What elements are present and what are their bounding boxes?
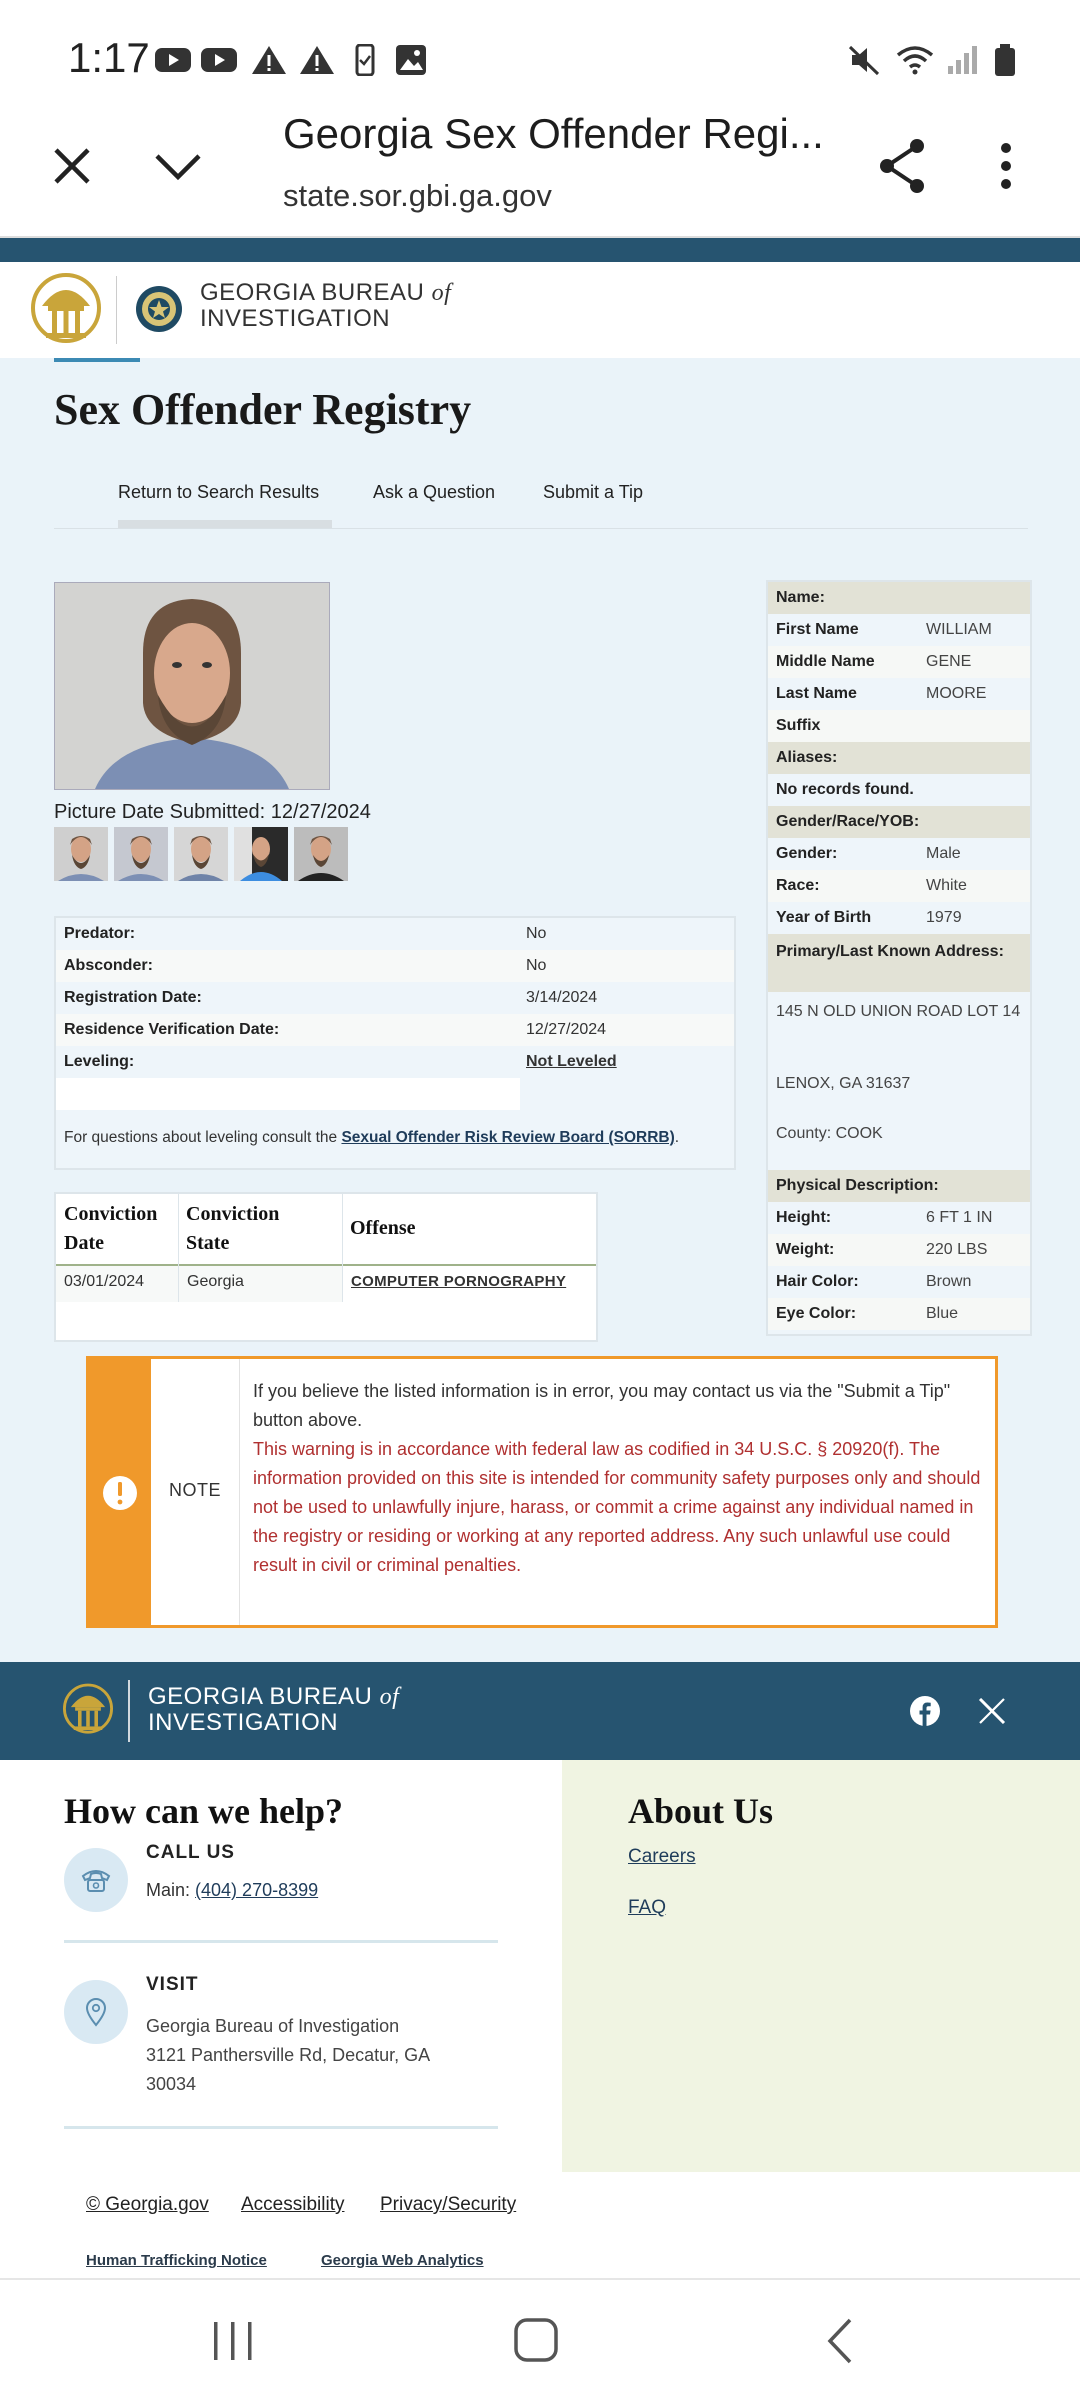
warning-notification-icon — [298, 44, 336, 76]
note-error-text: If you believe the listed information is in error, you may contact us via the "Submit a Tip" button above. — [253, 1381, 951, 1430]
warning-notification-icon — [250, 44, 288, 76]
footer-agency-name[interactable] — [148, 1684, 399, 1736]
title-accent — [54, 358, 140, 362]
first-name-label: First Name — [776, 621, 859, 638]
yob-value: 1979 — [926, 909, 962, 926]
aliases-row — [768, 774, 1030, 806]
more-options-button[interactable] — [970, 130, 1042, 202]
conviction-table — [54, 1192, 598, 1342]
conviction-date-header: Conviction Date — [64, 1194, 176, 1270]
gender-value: Male — [926, 845, 961, 862]
about-title: About Us — [628, 1791, 774, 1831]
race-label: Race: — [776, 877, 820, 894]
hair-color-value: Brown — [926, 1273, 972, 1290]
x-twitter-icon[interactable] — [978, 1698, 1006, 1724]
return-to-search-link[interactable]: Return to Search Results — [118, 482, 320, 502]
yob-row — [768, 902, 1030, 934]
footer-agency-line-1: GEORGIA BUREAU — [148, 1683, 373, 1710]
mute-icon — [846, 44, 884, 76]
registration-date-row — [56, 982, 734, 1014]
last-name-value: MOORE — [926, 685, 987, 702]
privacy-security-link[interactable]: Privacy/Security — [380, 2194, 517, 2215]
county: County: COOK — [776, 1125, 883, 1142]
visit-address-line-3: 30034 — [146, 2074, 197, 2094]
home-button[interactable] — [512, 2316, 560, 2364]
gender-race-yob-header: Gender/Race/YOB: — [768, 806, 1030, 838]
gbi-badge-icon — [134, 284, 184, 334]
status-details — [54, 916, 736, 1170]
active-nav-indicator — [118, 520, 332, 528]
human-trafficking-link[interactable]: Human Trafficking Notice — [86, 2252, 267, 2269]
last-name-row — [768, 678, 1030, 710]
minimize-tab-button[interactable] — [142, 130, 214, 202]
georgia-gov-link[interactable]: © Georgia.gov — [86, 2194, 209, 2215]
careers-link[interactable]: Careers — [628, 1846, 696, 1867]
help-divider — [64, 2126, 498, 2129]
wifi-icon — [896, 44, 934, 76]
signal-icon — [944, 44, 982, 76]
note-label-cell — [151, 1359, 240, 1625]
share-button[interactable] — [866, 130, 938, 202]
first-name-value: WILLIAM — [926, 621, 992, 638]
page-title: Sex Offender Registry — [54, 385, 472, 434]
weight-label: Weight: — [776, 1241, 835, 1258]
note-label: NOTE — [168, 1480, 221, 1500]
predator-row — [56, 918, 734, 950]
absconder-value: No — [526, 957, 547, 974]
weight-value: 220 LBS — [926, 1241, 988, 1258]
submit-tip-link[interactable]: Submit a Tip — [543, 482, 644, 502]
gender-label: Gender: — [776, 845, 838, 862]
warning-note — [86, 1356, 998, 1628]
aliases-value: No records found. — [776, 781, 914, 798]
visit-heading: VISIT — [146, 1974, 199, 1995]
leveling-value-link[interactable]: Not Leveled — [526, 1053, 617, 1070]
offender-photo[interactable] — [54, 582, 330, 790]
height-label: Height: — [776, 1209, 832, 1226]
footer-banner — [0, 1662, 1080, 1760]
leveling-blank-cell — [56, 1078, 520, 1110]
leveling-note-text: For questions about leveling consult the — [64, 1129, 342, 1146]
weight-row — [768, 1234, 1030, 1266]
height-row — [768, 1202, 1030, 1234]
georgia-seal-icon — [62, 1680, 114, 1740]
conviction-date-cell: 03/01/2024 — [56, 1266, 178, 1302]
address-bar-url[interactable]: state.sor.gbi.ga.gov — [283, 178, 552, 213]
name-header: Name: — [768, 582, 1030, 614]
phone-link[interactable]: (404) 270-8399 — [195, 1880, 319, 1900]
battery-icon — [986, 44, 1024, 76]
status-time: 1:17 — [68, 34, 150, 81]
middle-name-row — [768, 646, 1030, 678]
recent-apps-button[interactable] — [208, 2318, 258, 2364]
eye-color-label: Eye Color: — [776, 1305, 857, 1322]
hair-color-label: Hair Color: — [776, 1273, 859, 1290]
photo-thumbnail[interactable] — [294, 827, 348, 881]
youtube-notification-icon — [154, 44, 192, 76]
residence-verification-row — [56, 1014, 734, 1046]
residence-verification-value: 12/27/2024 — [526, 1021, 607, 1038]
thumbnail-image — [114, 827, 168, 881]
phone-icon-circle — [64, 1848, 128, 1912]
status-bar — [0, 0, 1080, 110]
address-line-1: 145 N OLD UNION ROAD LOT 14 — [776, 1003, 1021, 1020]
agency-line-1: GEORGIA BUREAU — [200, 279, 425, 306]
exclamation-icon — [102, 1475, 138, 1511]
footer-agency-of: of — [379, 1684, 400, 1710]
agency-name[interactable] — [200, 280, 451, 332]
site-header — [0, 262, 1080, 358]
ask-question-link[interactable]: Ask a Question — [373, 482, 496, 502]
help-title: How can we help? — [64, 1791, 343, 1831]
main-content — [0, 358, 1080, 1662]
help-section — [0, 1760, 562, 2172]
race-row — [768, 870, 1030, 902]
picture-date: Picture Date Submitted: 12/27/2024 — [54, 801, 371, 823]
share-icon — [875, 136, 929, 196]
footer-agency-line-2: INVESTIGATION — [148, 1709, 339, 1736]
about-section — [562, 1760, 1080, 2172]
offense-link[interactable]: COMPUTER PORNOGRAPHY — [351, 1273, 567, 1290]
address-line-2: LENOX, GA 31637 — [776, 1075, 911, 1092]
header-divider — [116, 276, 117, 344]
predator-value: No — [526, 925, 547, 942]
close-icon — [50, 144, 94, 188]
photo-thumbnail[interactable] — [234, 827, 288, 881]
image-notification-icon — [392, 44, 430, 76]
leveling-row — [56, 1046, 734, 1078]
agency-line-2: INVESTIGATION — [200, 305, 391, 332]
aliases-header: Aliases: — [768, 742, 1030, 774]
top-stripe — [0, 238, 1080, 262]
page-tab-title: Georgia Sex Offender Regi... — [283, 110, 824, 157]
height-value: 6 FT 1 IN — [926, 1209, 993, 1226]
photo-thumbnail[interactable] — [54, 827, 108, 881]
note-accent-bar — [89, 1359, 151, 1625]
first-name-row — [768, 614, 1030, 646]
middle-name-label: Middle Name — [776, 653, 875, 670]
location-pin-icon — [84, 1997, 108, 2027]
eye-color-row — [768, 1298, 1030, 1330]
call-us-heading: CALL US — [146, 1842, 235, 1863]
eye-color-value: Blue — [926, 1305, 959, 1322]
georgia-seal-icon — [30, 268, 102, 352]
leveling-label: Leveling: — [64, 1053, 135, 1070]
visit-address — [146, 2012, 486, 2099]
leveling-note-period: . — [674, 1129, 680, 1146]
offender-info-panel — [766, 580, 1032, 1336]
thumbnail-image — [174, 827, 228, 881]
leveling-note — [64, 1126, 724, 1150]
offense-header: Offense — [350, 1194, 550, 1284]
youtube-notification-icon — [200, 44, 238, 76]
physical-description-header: Physical Description: — [768, 1170, 1030, 1202]
hair-color-row — [768, 1266, 1030, 1298]
address-header: Primary/Last Known Address: — [768, 934, 1030, 992]
race-value: White — [926, 877, 967, 894]
registration-date-label: Registration Date: — [64, 989, 202, 1006]
nav-divider — [54, 528, 1028, 529]
portrait-image — [55, 583, 329, 789]
accessibility-link[interactable]: Accessibility — [241, 2194, 345, 2215]
back-button[interactable] — [820, 2316, 860, 2366]
note-legal-warning: This warning is in accordance with federal law as codified in 34 U.S.C. § 20920(f). The information provided on this site is intended for community safety purposes only and should not be used to unlawfully injure, harass, or commit a crime against any individual named in the registry or residing or working at any reported address. Any such unlawful use could result in civil or criminal penalties. — [253, 1439, 981, 1575]
facebook-icon[interactable] — [910, 1696, 940, 1726]
suffix-row — [768, 710, 1030, 742]
location-icon-circle — [64, 1980, 128, 2044]
agency-of: of — [431, 280, 452, 306]
help-divider — [64, 1940, 498, 1943]
yob-label: Year of Birth — [776, 909, 872, 926]
more-vertical-icon — [996, 141, 1016, 191]
browser-toolbar — [0, 110, 1080, 238]
visit-address-line-2: 3121 Panthersville Rd, Decatur, GA — [146, 2045, 431, 2065]
system-navigation-bar — [0, 2278, 1080, 2402]
absconder-label: Absconder: — [64, 957, 153, 974]
conviction-state-header: Conviction State — [186, 1194, 286, 1270]
conviction-state-cell: Georgia — [179, 1266, 342, 1302]
photo-thumbnail[interactable] — [174, 827, 228, 881]
web-analytics-link[interactable]: Georgia Web Analytics — [321, 2252, 484, 2269]
predator-label: Predator: — [64, 925, 136, 942]
thumbnail-image — [54, 827, 108, 881]
faq-link[interactable]: FAQ — [628, 1897, 667, 1918]
middle-name-value: GENE — [926, 653, 972, 670]
device-check-icon — [346, 44, 384, 76]
close-tab-button[interactable] — [36, 130, 108, 202]
last-name-label: Last Name — [776, 685, 857, 702]
suffix-label: Suffix — [776, 717, 821, 734]
phone-prefix: Main: — [146, 1880, 196, 1900]
chevron-down-icon — [153, 144, 203, 188]
visit-address-line-1: Georgia Bureau of Investigation — [146, 2016, 400, 2036]
residence-verification-label: Residence Verification Date: — [64, 1021, 280, 1038]
footer-divider — [128, 1680, 130, 1742]
photo-thumbnail[interactable] — [114, 827, 168, 881]
absconder-row — [56, 950, 734, 982]
phone-line — [146, 1880, 318, 1901]
sorrb-link[interactable]: Sexual Offender Risk Review Board (SORRB) — [341, 1129, 675, 1146]
phone-icon — [80, 1866, 112, 1894]
legal-links — [0, 2172, 1080, 2278]
thumbnail-image — [294, 827, 348, 881]
thumbnail-image — [234, 827, 288, 881]
gender-row — [768, 838, 1030, 870]
registration-date-value: 3/14/2024 — [526, 989, 598, 1006]
